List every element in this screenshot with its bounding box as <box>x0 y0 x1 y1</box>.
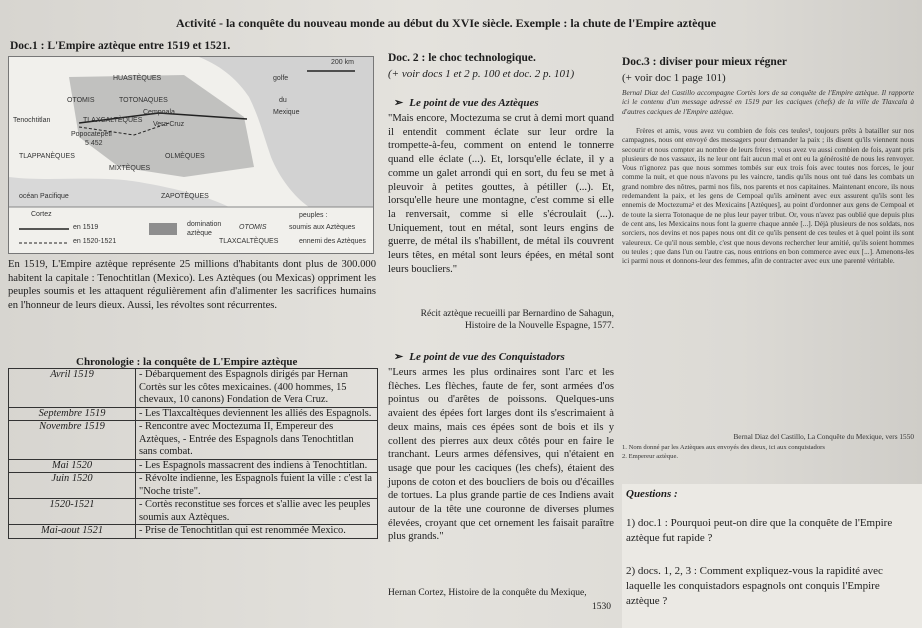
chrono-row <box>9 421 378 460</box>
map-label: Mexique <box>273 109 300 116</box>
aztec-view-text: "Mais encore, Moctezuma se crut à demi mort quand il entendit comment éclate sur leur ordre la trompette-à-feu, comment on entend le tonnerre quand elle éclate (...). Et, lorsqu'elle éclate, il y a comme un galet arrondi qui en sort, du feu se met à pleuvoir à petites gouttes, à pétiller (...). Et, lorsqu'elle heure une montagne, c'est comme si elle la renversait, comme si elle s'écroulait (...). Uniquement, tout en métal, sont leurs engins de guerre, de métal ils s'habillent, de métal ils couvrent leurs têtes, en métal sont leurs épées, en métal sont leurs boucliers." <box>388 113 614 275</box>
aztec-view-title: Le point de vue des Aztèques <box>409 97 539 109</box>
map-label: TLAPPANÈQUES <box>19 153 75 160</box>
legend-ennemis: ennemi des Aztèques <box>299 238 366 245</box>
chrono-date: Mai-aout 1521 <box>9 525 136 539</box>
doc3-note2: 2. Empereur aztèque. <box>622 453 679 460</box>
conq-view-year: 1530 <box>592 602 611 612</box>
chrono-date: Novembre 1519 <box>9 421 136 460</box>
aztec-view-source: Récit aztèque recueilli par Bernardino de Sahagun, Histoire de la Nouvelle Espagne, 1577. <box>420 309 614 331</box>
map-label: golfe <box>273 75 289 82</box>
doc1-text: En 1519, L'Empire aztèque représente 25 millions d'habitants dont plus de 300.000 habitent la capitale : Tenochtitlan (Mexico). Les Aztèques (ou Mexicas) oppriment les peuples soumis et les attaquent régulièrement afin d'alimenter les sacrifices humains en l'honneur de leurs dieux. Aussi, les révoltes sont récurrentes. <box>8 259 376 312</box>
map-label: Tenochtitlan <box>13 117 51 124</box>
map-label: HUASTÈQUES <box>113 75 162 82</box>
chrono-event: - Révolte indienne, les Espagnols fuient la ville : c'est la "Noche triste". <box>136 473 378 499</box>
bullet-arrow-icon: ➢ <box>394 97 404 109</box>
chrono-row <box>9 369 378 408</box>
chrono-row <box>9 407 378 421</box>
pacific-ocean-area <box>9 177 229 207</box>
map-label: OTOMIS <box>67 97 95 104</box>
chrono-row <box>9 459 378 473</box>
map-scale: 200 km <box>331 59 354 66</box>
map-label: du <box>279 97 287 104</box>
aztec-empire-map <box>8 56 374 254</box>
map-label: Cempoala <box>143 109 175 116</box>
chrono-event: - Prise de Tenochtitlan qui est renommée Mexico. <box>136 525 378 539</box>
questions-heading: Questions : <box>626 488 678 500</box>
doc3-note1: 1. Nom donné par les Aztèques aux envoyés des dieux, ici aux conquistadors <box>622 444 825 451</box>
aztec-view-heading <box>394 96 539 109</box>
map-label: Popocatepetl <box>71 131 112 138</box>
legend-soumis: soumis aux Aztèques <box>289 224 356 231</box>
doc3-body: Frères et amis, vous avez vu combien de fois ces teules¹, toujours prêts à batailler sur nos campagnes, nous ont envoyé des messagers pour demander la paix ; ils disent qu'ils viennent nous secourir et nous compter au nombre de leurs frères ; vous avez vu aussi combien de fois, ayant pris plusieurs de nos vassaux, ils ne leur ont fait aucun mal et ont eu la générosité de nous les renvoyer. Vous n'ignorez pas que nous sommes tombés sur eux trois fois avec toutes nos forces, le jour comme la nuit, et que nous n'avons pu les vaincre, tandis qu'ils nous ont tué dans les combats un grand nombre des nôtres, parmi nos fils, nos parents et nos capitaines. Maintenant encore, ils nous redemandent la paix, et les gens de Cempoal qu'ils amènent avec eux assurent qu'ils sont les ennemis de Moctezuma² et des Mexicains [Aztèques], au point d'ordonner aux gens de Cempoal et de toute la sierra Totonaque de ne plus leur payer tribut. Or, vous n'avez pas oublié que depuis plus de cent ans, les Mexicains nous font la guerre chaque année [...]. Déjà plusieurs de nos soldats, nos sorciers, nos devins et nos papes nous ont dit ce qu'ils pensent de ces teules et à quel point ils sont valeureux. Ce qu'il nous semble, c'est que nous devons rechercher leur amitié, qu'ils soient hommes ou teules ; que dans l'un ou l'autre cas, nous entrions en bon commerce avec eux [...]. Amenons-les ici parmi nous et donnons-leur des femmes, afin de contracter avec eux une parenté véritable. <box>622 126 914 266</box>
chronology-table <box>8 368 378 539</box>
chrono-date: Mai 1520 <box>9 459 136 473</box>
map-label: Vera Cruz <box>153 121 185 128</box>
legend-1520: en 1520-1521 <box>73 238 117 245</box>
conq-view-heading <box>394 350 565 363</box>
chrono-date: Avril 1519 <box>9 369 136 408</box>
legend-domination: domination aztèque <box>187 221 222 237</box>
doc3-intro: Bernal Diaz del Castillo accompagne Cortès lors de sa conquête de l'Empire aztèque. Il rapporte ici le contenu d'un message adressé en 1519 par les caciques (chefs) de la ville de Tlaxcala à d'autres caciques de l'Empire aztèque. <box>622 88 914 116</box>
map-label: ZAPOTÈQUES <box>161 193 209 200</box>
map-label: MIXTÈQUES <box>109 165 151 172</box>
bullet-arrow-icon: ➢ <box>394 351 404 363</box>
map-label: TOTONAQUES <box>119 97 168 104</box>
chrono-row <box>9 499 378 525</box>
conq-view-title: Le point de vue des Conquistadors <box>409 351 565 363</box>
conq-view-source: Hernan Cortez, Histoire de la conquête du Mexique, <box>388 588 587 598</box>
legend-domination-swatch <box>149 223 177 235</box>
chrono-event: - Rencontre avec Moctezuma II, Empereur des Aztèques, - Entrée des Espagnols dans Tenochtitlan sans combat. <box>136 421 378 460</box>
questions-box <box>622 484 922 628</box>
conq-view-text: "Leurs armes les plus ordinaires sont l'arc et les flèches. Les flèches, faute de fer, sont armées d'os pointus ou d'arêtes de poissons. Quelques-uns avaient des épées fort larges dont ils s'escrimaient à deux mains, mais ces épées sont de bois et ils y collent des pierres aux deux côtés pour en faire le tranchant. Leurs armes défensives, qui n'étaient en usage que pour les caciques (les chefs), étaient des jupons de coton et des boucliers de bois ou d'écailles de tortues. La plus grande partie de ces Indiens avait autour de la tête une couronne de diverses plumes élevées, croyant que cet ornement les faisait paraître plus grands." <box>388 367 614 543</box>
chrono-event: - Cortès reconstitue ses forces et s'allie avec les peuples soumis aux Aztèques. <box>136 499 378 525</box>
doc1-heading: Doc.1 : L'Empire aztèque entre 1519 et 1521. <box>10 40 231 52</box>
map-label: océan Pacifique <box>19 193 69 200</box>
legend-peuples: peuples : <box>299 212 328 219</box>
legend-otomis: OTOMIS <box>239 224 267 231</box>
chrono-date: Juin 1520 <box>9 473 136 499</box>
chrono-event: - Les Espagnols massacrent des indiens à Tenochtitlan. <box>136 459 378 473</box>
doc3-heading: Doc.3 : diviser pour mieux régner <box>622 56 788 68</box>
map-label: 5 452 <box>85 140 103 147</box>
map-label: OLMÈQUES <box>165 153 205 160</box>
legend-tlaxcal: TLAXCALTÈQUES <box>219 238 279 245</box>
doc2-heading: Doc. 2 : le choc technologique. <box>388 52 536 64</box>
chrono-date: Septembre 1519 <box>9 407 136 421</box>
chrono-row <box>9 525 378 539</box>
chrono-heading: Chronologie : la conquête de L'Empire aztèque <box>76 356 298 368</box>
legend-cortez: Cortez <box>31 211 52 218</box>
question-1: 1) doc.1 : Pourquoi peut-on dire que la conquête de l'Empire aztèque fut rapide ? <box>626 517 893 544</box>
chrono-event: - Débarquement des Espagnols dirigés par Hernan Cortès sur les côtes mexicaines. (400 hommes, 15 chevaux, 10 canons) Fondation de Vera Cruz. <box>136 369 378 408</box>
map-label: TLAXCALTÈQUES <box>83 117 143 124</box>
doc3-source: Bernal Diaz del Castillo, La Conquête du Mexique, vers 1550 <box>733 432 914 441</box>
doc2-subheading: (+ voir docs 1 et 2 p. 100 et doc. 2 p. 101) <box>388 68 575 80</box>
doc3-subheading: (+ voir doc 1 page 101) <box>622 72 726 84</box>
chrono-row <box>9 473 378 499</box>
chrono-date: 1520-1521 <box>9 499 136 525</box>
page-title: Activité - la conquête du nouveau monde au début du XVIe siècle. Exemple : la chute de l'Empire aztèque <box>176 16 717 30</box>
legend-1519: en 1519 <box>73 224 99 231</box>
question-2: 2) docs. 1, 2, 3 : Comment expliquez-vous la rapidité avec laquelle les conquistadors espagnols ont conquis l'Empire aztèque ? <box>626 565 883 607</box>
chrono-event: - Les Tlaxcaltèques deviennent les alliés des Espagnols. <box>136 407 378 421</box>
